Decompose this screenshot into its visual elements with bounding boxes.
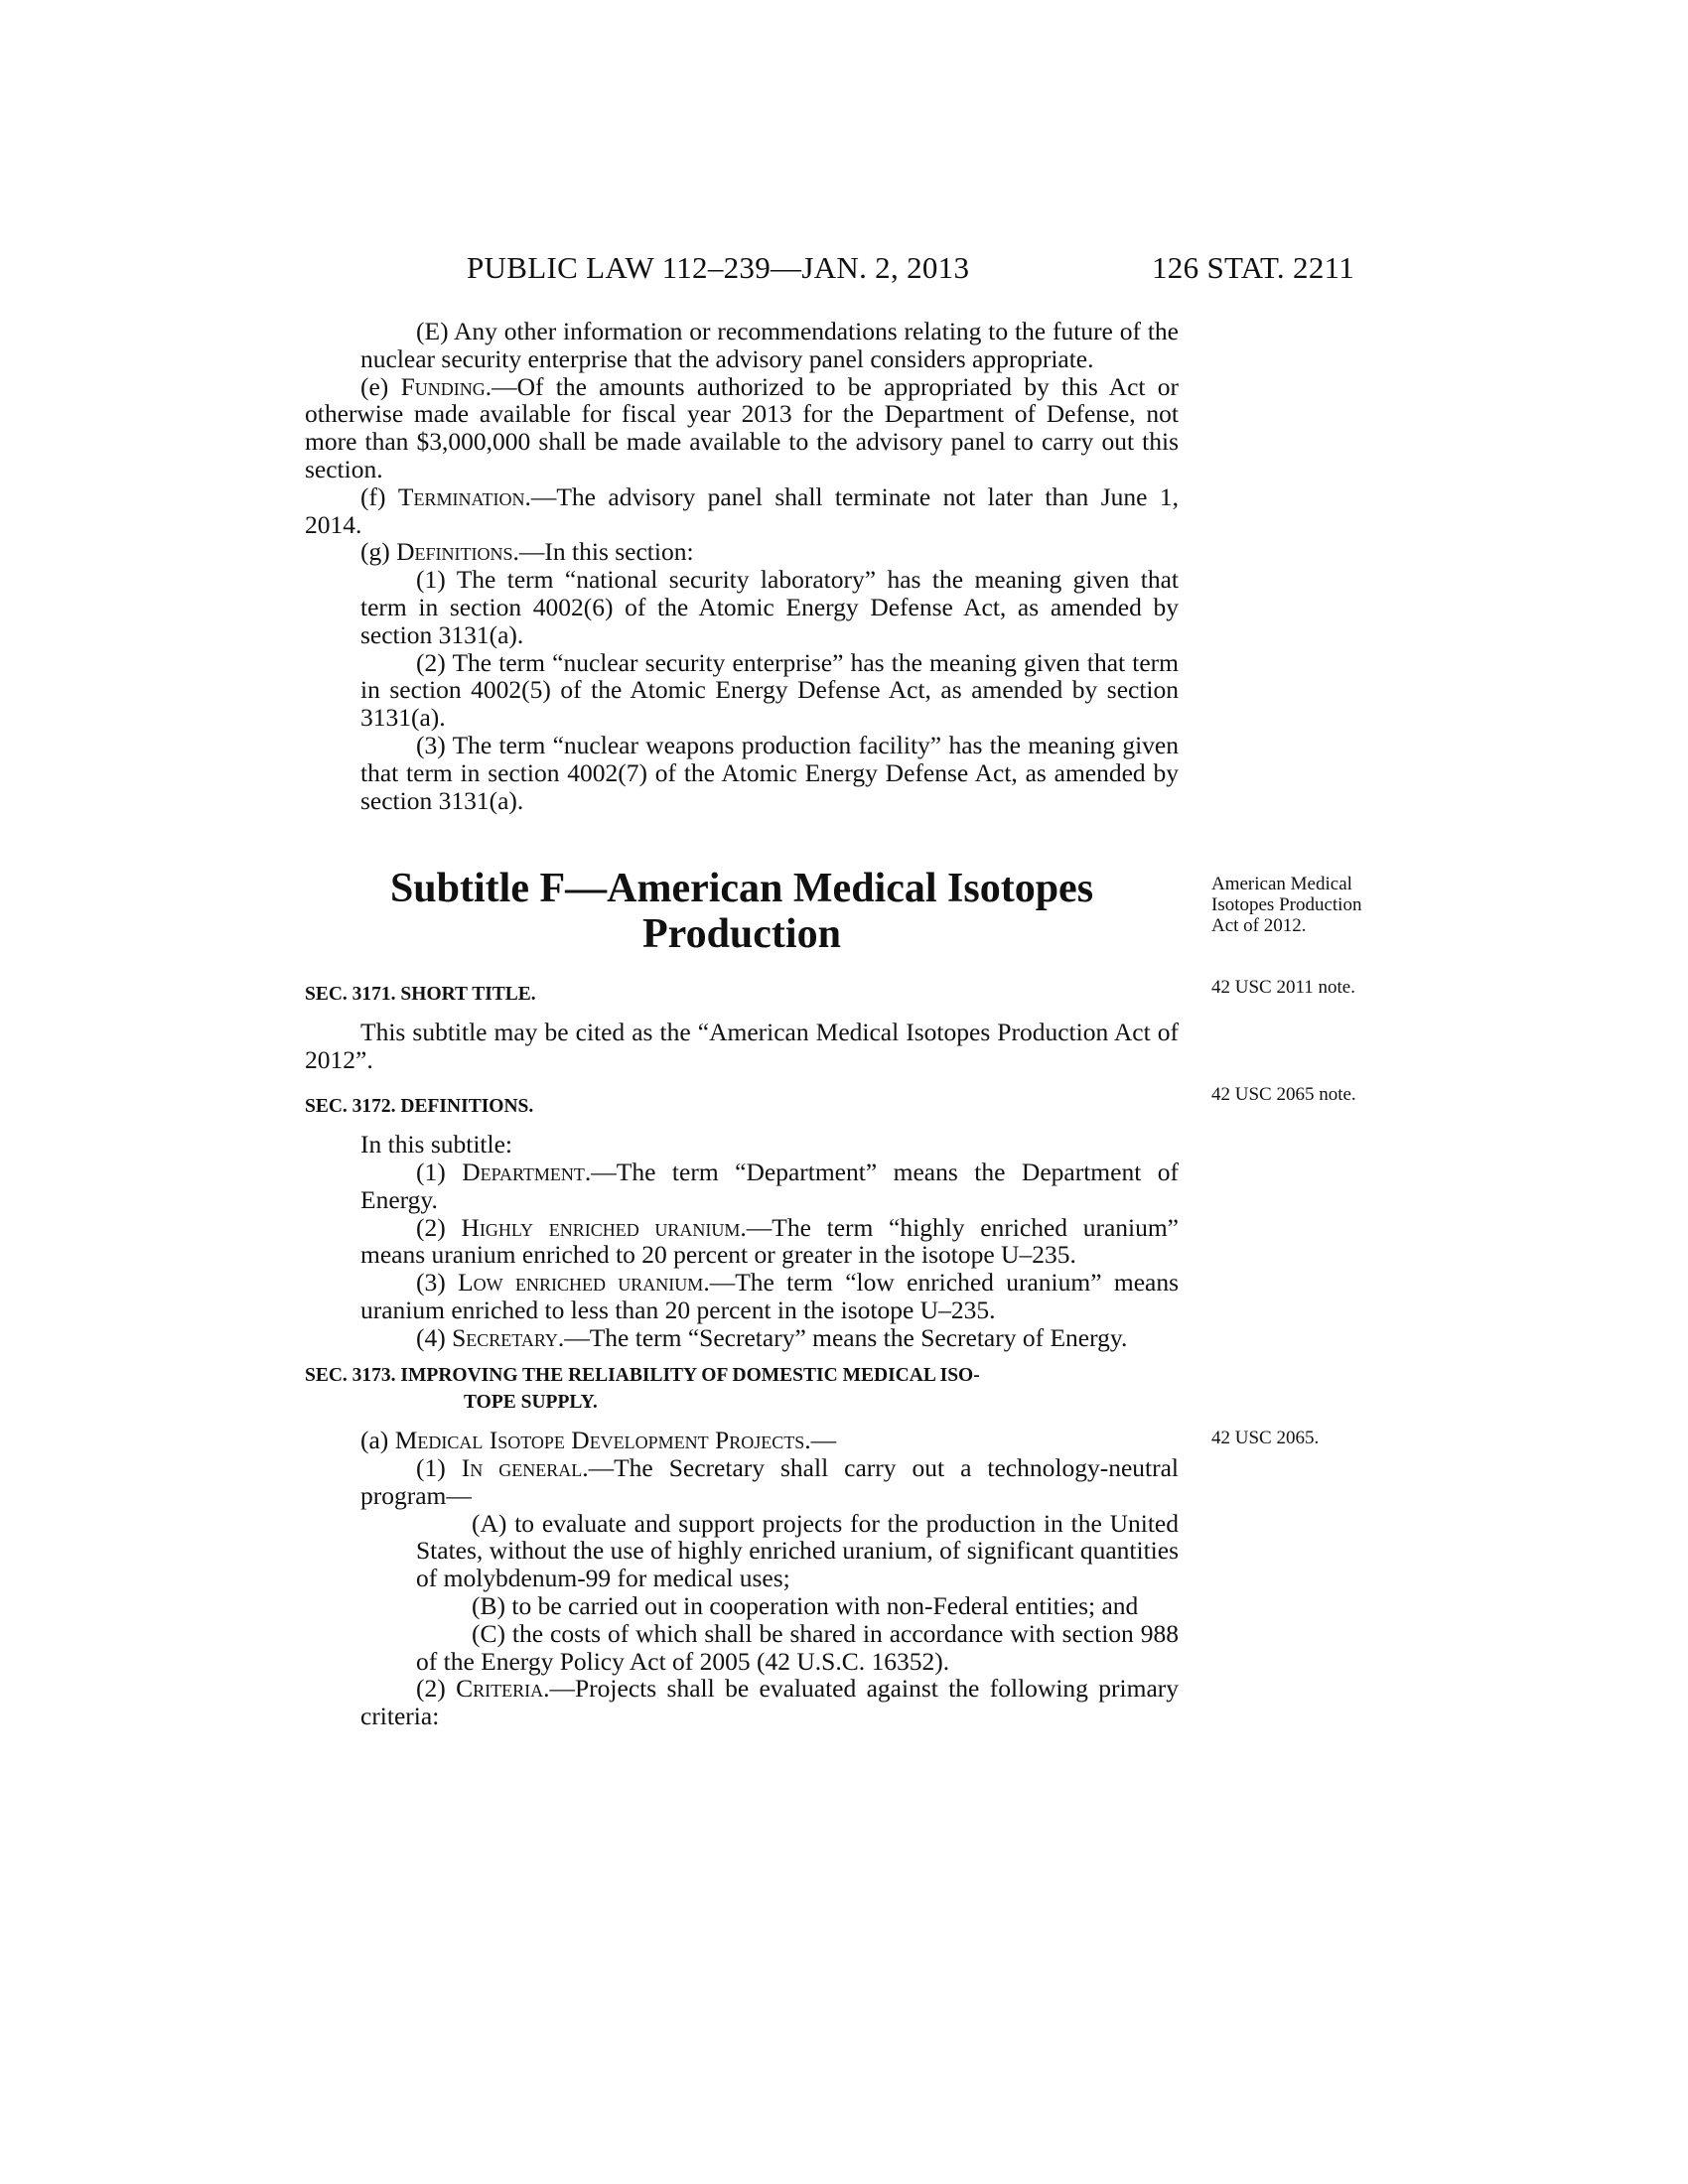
paragraph-funding: (e) Funding.—Of the amounts authorized to be appropriated by this Act or otherwise made available for fiscal year 2013 for the Department of Defense, not more than $3,000,000 shall be made available to the advisory panel to carry out this section. <box>305 371 1179 483</box>
item-number: (3) <box>416 1268 459 1297</box>
section-heading-line: TOPE SUPPLY. <box>464 1392 598 1414</box>
item-number: (4) <box>416 1322 453 1352</box>
paragraph-text: .—The advisory panel shall terminate not later than June 1, 2014. <box>305 481 1179 539</box>
paragraph-heading: Low enriched uranium <box>458 1268 704 1297</box>
paragraph-text: —Of the amounts authorized to be appropriated by this Act or otherwise made available for fiscal year 2013 for the Department of Defense, not more than $3,000,000 shall be made available to the advisory panel to carry out this section. <box>305 371 1179 483</box>
definitions-intro: In this subtitle: <box>360 1130 512 1160</box>
item-number: (1) <box>416 1452 462 1482</box>
subtitle-line: Subtitle F—American Medical Isotopes <box>389 866 1094 911</box>
paragraph-definitions: (g) Definitions.—In this section: <box>360 537 694 567</box>
definition-item <box>305 1269 1179 1324</box>
margin-note-short-title: American Medical Isotopes Production Act of 2012. <box>1211 874 1362 936</box>
paragraph-text: .—The term “highly enriched uranium” means uranium enriched to 20 percent or greater in the isotope U–235. <box>360 1212 1179 1270</box>
paragraph-text: .—The term “Secretary” means the Secretary of Energy. <box>557 1322 1128 1352</box>
paragraph-criteria <box>305 1675 1179 1730</box>
section-heading-3171: SEC. 3171. SHORT TITLE. <box>305 984 536 1005</box>
item-number: (2) <box>416 1674 457 1704</box>
section-heading-3173 <box>305 1362 1179 1418</box>
paragraph-heading: In general <box>461 1452 583 1482</box>
margin-note-usc: 42 USC 2065 note. <box>1211 1084 1356 1105</box>
paragraph-text: .—The term “Department” means the Department of Energy. <box>360 1157 1180 1214</box>
paragraph-text: .— <box>804 1426 837 1455</box>
section-continuation <box>305 318 1179 814</box>
paragraph-e-subitem: (E) Any other information or recommendations relating to the future of the nuclear security enterprise that the advisory panel considers appropriate. <box>360 317 1179 373</box>
paragraph-heading: Definitions <box>396 537 513 567</box>
paragraph-termination: (f) Termination.—The advisory panel shall terminate not later than June 1, 2014. <box>305 481 1179 539</box>
paragraph-heading: Funding <box>400 371 486 401</box>
running-header-title: PUBLIC LAW 112–239—JAN. 2, 2013 <box>467 250 970 285</box>
subsection-a <box>305 1427 1179 1454</box>
paragraph-heading: Termination <box>397 481 525 511</box>
paragraph-heading: Secretary <box>452 1322 558 1352</box>
item-number: (2) <box>416 1212 462 1242</box>
definition-item: (3) The term “nuclear weapons production facility” has the meaning given that term in section 4002(7) of the Atomic Energy Defense Act, as amended by section 3131(a). <box>360 730 1179 815</box>
margin-note-usc: 42 USC 2011 note. <box>1211 977 1355 998</box>
section-heading-3172: SEC. 3172. DEFINITIONS. <box>305 1096 534 1118</box>
sections-body <box>305 981 1179 1730</box>
paragraph-heading: Department <box>462 1157 585 1186</box>
subtitle-heading <box>305 866 1179 957</box>
item-number: (a) <box>360 1426 395 1455</box>
paragraph-heading: Medical Isotope Development Projects <box>394 1426 805 1455</box>
paragraph-text: .—The term “low enriched uranium” means uranium enriched to less than 20 percent in the isotope U–235. <box>360 1268 1180 1324</box>
short-title-text: This subtitle may be cited as the “American Medical Isotopes Production Act of 2012”. <box>305 1017 1179 1074</box>
item-number: (1) <box>416 1157 463 1186</box>
subparagraph-a: (A) to evaluate and support projects for the production in the United States, without the use of highly enriched uranium, of significant quantities of molybdenum-99 for medical uses; <box>416 1508 1179 1593</box>
paragraph-heading: Highly enriched uranium <box>461 1212 741 1242</box>
definition-item <box>305 1324 1179 1352</box>
paragraph-text: .—In this section: <box>512 537 694 567</box>
definition-item <box>305 1214 1179 1270</box>
subparagraph-c: (C) the costs of which shall be shared in accordance with section 988 of the Energy Policy Act of 2005 (42 U.S.C. 16352). <box>416 1618 1179 1676</box>
paragraph-in-general <box>305 1454 1179 1510</box>
subtitle-line: Production <box>642 911 841 957</box>
definition-item: (1) The term “national security laboratory” has the meaning given that term in section 4002(6) of the Atomic Energy Defense Act, as amended by section 3131(a). <box>360 565 1179 649</box>
paragraph-text: .—The Secretary shall carry out a technology-neutral program— <box>360 1452 1180 1510</box>
paragraph-heading: Criteria <box>456 1674 544 1704</box>
definition-item <box>305 1159 1179 1214</box>
running-header-page-number: 126 STAT. 2211 <box>1152 250 1355 285</box>
definition-item: (2) The term “nuclear security enterprise” has the meaning given that term in section 4002(5) of the Atomic Energy Defense Act, as amended by section 3131(a). <box>360 647 1179 733</box>
margin-note-usc: 42 USC 2065. <box>1211 1428 1320 1448</box>
subparagraph-b: (B) to be carried out in cooperation with non-Federal entities; and <box>472 1590 1139 1620</box>
section-heading-line: SEC. 3173. IMPROVING THE RELIABILITY OF DOMESTIC MEDICAL ISO- <box>305 1364 980 1386</box>
paragraph-text: .—Projects shall be evaluated against the following primary criteria: <box>360 1674 1180 1731</box>
